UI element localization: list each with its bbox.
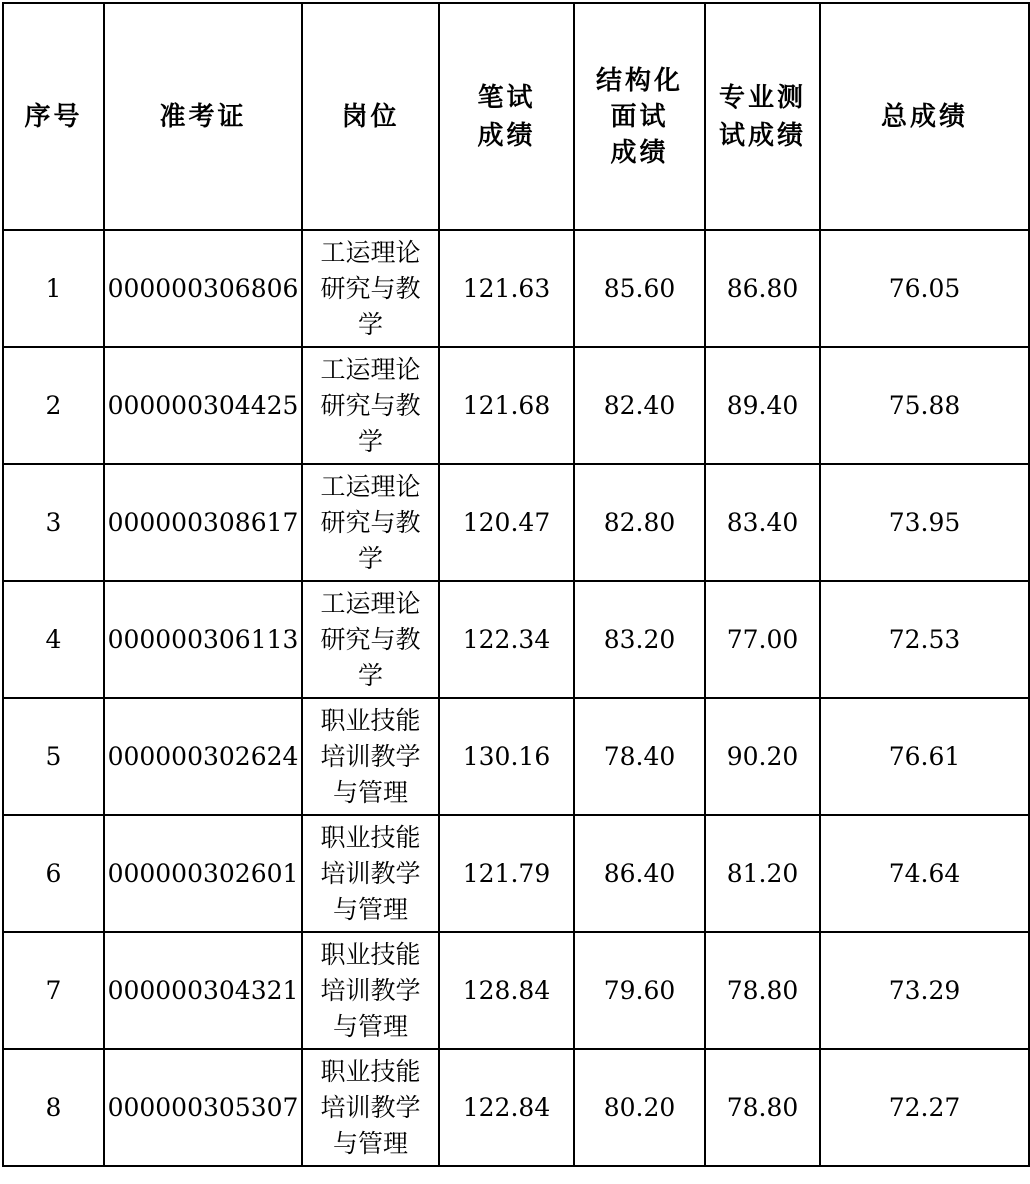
cell-written: 120.47 (439, 464, 574, 581)
cell-post-line: 培训教学 (320, 741, 421, 771)
cell-professional: 77.00 (705, 581, 820, 698)
cell-written: 130.16 (439, 698, 574, 815)
header-written (439, 3, 574, 230)
header-total: 总成绩 (820, 3, 1029, 230)
score-table-body (3, 230, 1029, 1166)
cell-written: 128.84 (439, 932, 574, 1049)
cell-seq: 6 (3, 815, 104, 932)
table-row (3, 698, 1029, 815)
header-written-line-1: 笔试 (477, 82, 536, 113)
header-row (3, 3, 1029, 230)
score-table (2, 2, 1030, 1167)
cell-post (302, 815, 439, 932)
header-ticket: 准考证 (104, 3, 302, 230)
cell-ticket: 000000302624 (104, 698, 302, 815)
header-seq: 序号 (3, 3, 104, 230)
header-professional (705, 3, 820, 230)
cell-professional: 78.80 (705, 932, 820, 1049)
header-interview-line-2: 面试 (610, 101, 669, 132)
cell-ticket: 000000308617 (104, 464, 302, 581)
cell-ticket: 000000306113 (104, 581, 302, 698)
header-interview-line-1: 结构化 (595, 65, 683, 96)
cell-seq: 3 (3, 464, 104, 581)
cell-interview: 82.40 (574, 347, 705, 464)
cell-total: 72.27 (820, 1049, 1029, 1166)
cell-post-line: 学 (357, 660, 383, 690)
cell-total: 76.05 (820, 230, 1029, 347)
cell-post-line: 职业技能 (320, 939, 421, 969)
cell-post-line: 职业技能 (320, 1056, 421, 1086)
cell-ticket: 000000306806 (104, 230, 302, 347)
table-row (3, 815, 1029, 932)
cell-post-line: 与管理 (332, 777, 408, 807)
cell-total: 76.61 (820, 698, 1029, 815)
cell-professional: 90.20 (705, 698, 820, 815)
cell-total: 72.53 (820, 581, 1029, 698)
cell-seq: 7 (3, 932, 104, 1049)
cell-interview: 80.20 (574, 1049, 705, 1166)
cell-post-line: 研究与教 (320, 507, 421, 537)
cell-interview: 82.80 (574, 464, 705, 581)
header-professional-line-2: 试成绩 (718, 120, 806, 151)
cell-post-line: 职业技能 (320, 822, 421, 852)
cell-post-line: 培训教学 (320, 1092, 421, 1122)
cell-post-line: 与管理 (332, 1128, 408, 1158)
cell-post-line: 工运理论 (320, 354, 421, 384)
cell-ticket: 000000305307 (104, 1049, 302, 1166)
header-professional-line-1: 专业测 (718, 82, 806, 113)
cell-ticket: 000000304425 (104, 347, 302, 464)
header-post: 岗位 (302, 3, 439, 230)
cell-written: 122.84 (439, 1049, 574, 1166)
cell-interview: 83.20 (574, 581, 705, 698)
cell-post-line: 培训教学 (320, 975, 421, 1005)
cell-total: 75.88 (820, 347, 1029, 464)
cell-post (302, 347, 439, 464)
cell-professional: 89.40 (705, 347, 820, 464)
cell-seq: 4 (3, 581, 104, 698)
cell-professional: 81.20 (705, 815, 820, 932)
cell-post-line: 学 (357, 309, 383, 339)
cell-interview: 86.40 (574, 815, 705, 932)
header-interview-line-3: 成绩 (610, 137, 669, 168)
cell-post-line: 与管理 (332, 894, 408, 924)
cell-interview: 79.60 (574, 932, 705, 1049)
cell-seq: 2 (3, 347, 104, 464)
cell-written: 121.68 (439, 347, 574, 464)
cell-interview: 78.40 (574, 698, 705, 815)
cell-professional: 83.40 (705, 464, 820, 581)
cell-post-line: 职业技能 (320, 705, 421, 735)
header-interview (574, 3, 705, 230)
cell-professional: 78.80 (705, 1049, 820, 1166)
cell-written: 121.79 (439, 815, 574, 932)
table-row (3, 1049, 1029, 1166)
cell-post (302, 698, 439, 815)
cell-post-line: 与管理 (332, 1011, 408, 1041)
table-row (3, 464, 1029, 581)
cell-post-line: 研究与教 (320, 273, 421, 303)
cell-post-line: 工运理论 (320, 237, 421, 267)
cell-post-line: 工运理论 (320, 471, 421, 501)
cell-post-line: 研究与教 (320, 390, 421, 420)
cell-seq: 8 (3, 1049, 104, 1166)
cell-total: 74.64 (820, 815, 1029, 932)
cell-post (302, 932, 439, 1049)
cell-written: 121.63 (439, 230, 574, 347)
cell-post (302, 230, 439, 347)
cell-seq: 5 (3, 698, 104, 815)
cell-written: 122.34 (439, 581, 574, 698)
cell-post-line: 学 (357, 543, 383, 573)
table-row (3, 932, 1029, 1049)
table-row (3, 347, 1029, 464)
cell-post (302, 1049, 439, 1166)
cell-interview: 85.60 (574, 230, 705, 347)
cell-professional: 86.80 (705, 230, 820, 347)
cell-ticket: 000000302601 (104, 815, 302, 932)
cell-total: 73.29 (820, 932, 1029, 1049)
cell-post (302, 464, 439, 581)
cell-post-line: 研究与教 (320, 624, 421, 654)
cell-post (302, 581, 439, 698)
cell-total: 73.95 (820, 464, 1029, 581)
cell-ticket: 000000304321 (104, 932, 302, 1049)
cell-post-line: 培训教学 (320, 858, 421, 888)
cell-post-line: 学 (357, 426, 383, 456)
table-row (3, 581, 1029, 698)
cell-seq: 1 (3, 230, 104, 347)
header-written-line-2: 成绩 (477, 120, 536, 151)
table-row (3, 230, 1029, 347)
cell-post-line: 工运理论 (320, 588, 421, 618)
